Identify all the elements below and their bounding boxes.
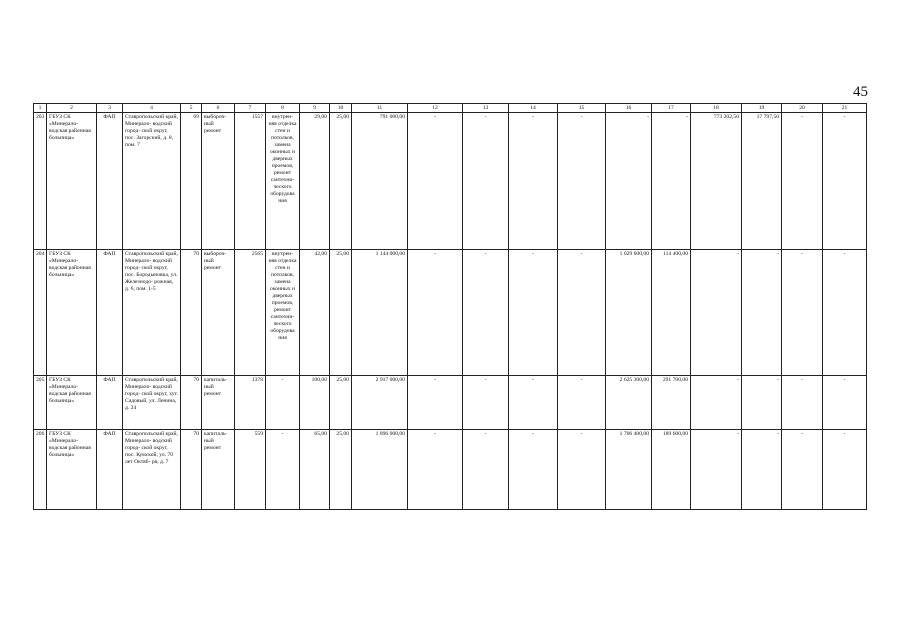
table-cell-col-21: -	[823, 376, 867, 430]
column-number: 10	[330, 104, 352, 113]
table-cell-col-7: 1378	[235, 376, 266, 430]
column-number: 3	[97, 104, 123, 113]
table-cell-col-15: -	[558, 113, 606, 250]
table-cell-col-17: 291 700,00	[652, 376, 691, 430]
table-cell-col-3: ФАП	[97, 430, 123, 510]
column-number: 7	[235, 104, 266, 113]
table-cell-col-21: -	[823, 430, 867, 510]
column-number: 13	[463, 104, 509, 113]
table-cell-col-17: -	[652, 113, 691, 250]
table-cell-col-5: 70	[181, 430, 202, 510]
table-cell-col-1: 206	[34, 430, 47, 510]
table-cell-col-1: 203	[34, 113, 47, 250]
table-cell-col-14: -	[509, 376, 558, 430]
table-cell-col-7: 2565	[235, 250, 266, 376]
table-cell-col-4: Ставропольский край, Минерало- водский город- ской округ, пос. Загорский, д. 8, пом. 7	[123, 113, 181, 250]
table-cell-col-9: 65,00	[300, 430, 330, 510]
table-cell-col-12: -	[408, 376, 463, 430]
table-cell-col-2: ГБУЗ СК «Минерало- водская районная больница»	[47, 250, 97, 376]
column-number: 9	[300, 104, 330, 113]
table-cell-col-17: 114 400,00	[652, 250, 691, 376]
table-cell-col-3: ФАП	[97, 113, 123, 250]
table-cell-col-2: ГБУЗ СК «Минерало- водская районная больница»	[47, 376, 97, 430]
table-cell-col-20: -	[782, 113, 823, 250]
table-cell-col-15: -	[558, 430, 606, 510]
column-number-row	[34, 104, 867, 113]
table-cell-col-14: -	[509, 430, 558, 510]
table-cell-col-14: -	[509, 250, 558, 376]
table-cell-col-7: 559	[235, 430, 266, 510]
table-cell-col-6: капиталь- ный ремонт	[202, 430, 235, 510]
table-cell-col-18: -	[691, 250, 742, 376]
column-number: 2	[47, 104, 97, 113]
table-cell-col-8: -	[266, 376, 300, 430]
table-cell-col-8: -	[266, 430, 300, 510]
table-cell-col-21: -	[823, 113, 867, 250]
table-cell-col-10: 25,00	[330, 376, 352, 430]
table-cell-col-15: -	[558, 376, 606, 430]
objects-table	[33, 103, 867, 510]
table-cell-col-16: -	[606, 113, 652, 250]
table-cell-col-8: внутрен- няя отделка стен и потолков, замена оконных и дверных проемов, ремонт сантехни- ческого оборудова ния	[266, 250, 300, 376]
table-cell-col-7: 1557	[235, 113, 266, 250]
page-number: 45	[853, 84, 868, 100]
table-cell-col-18: -	[691, 430, 742, 510]
table-cell-col-11: 791 000,00	[352, 113, 408, 250]
table-cell-col-1: 204	[34, 250, 47, 376]
table-cell-col-9: 29,00	[300, 113, 330, 250]
table-cell-col-11: 2 917 000,00	[352, 376, 408, 430]
table-cell-col-13: -	[463, 113, 509, 250]
column-number: 4	[123, 104, 181, 113]
table-cell-col-21: -	[823, 250, 867, 376]
table-cell-col-14: -	[509, 113, 558, 250]
table-cell-col-4: Ставропольский край, Минерало- водский город- ской округ, пос. Бородыновка, ул. Железнодо- рожная, д. 6, пом. 1-5	[123, 250, 181, 376]
column-number: 15	[558, 104, 606, 113]
column-number: 21	[823, 104, 867, 113]
column-number: 8	[266, 104, 300, 113]
table-cell-col-5: 70	[181, 250, 202, 376]
table-cell-col-20: -	[782, 430, 823, 510]
table-row	[34, 250, 867, 376]
column-number: 5	[181, 104, 202, 113]
table-cell-col-5: 70	[181, 376, 202, 430]
column-number: 18	[691, 104, 742, 113]
table-cell-col-19: -	[742, 250, 782, 376]
table-cell-col-2: ГБУЗ СК «Минерало- водская районная больница»	[47, 430, 97, 510]
table-cell-col-6: выбороч- ный ремонт	[202, 113, 235, 250]
table-cell-col-10: 25,00	[330, 430, 352, 510]
table-cell-col-11: 1 144 000,00	[352, 250, 408, 376]
table-cell-col-9: 42,00	[300, 250, 330, 376]
table-cell-col-4: Ставропольский край, Минерало- водский город- ской округ, пос. Кумской, ул. 70 лет Октяб- ря, д. 7	[123, 430, 181, 510]
column-number: 16	[606, 104, 652, 113]
table-cell-col-10: 25,00	[330, 250, 352, 376]
column-number: 1	[34, 104, 47, 113]
table-row	[34, 376, 867, 430]
table-cell-col-17: 189 600,00	[652, 430, 691, 510]
table-cell-col-3: ФАП	[97, 376, 123, 430]
column-number: 17	[652, 104, 691, 113]
table-cell-col-11: 1 896 000,00	[352, 430, 408, 510]
table-cell-col-9: 100,00	[300, 376, 330, 430]
table-row	[34, 113, 867, 250]
column-number: 14	[509, 104, 558, 113]
table-cell-col-13: -	[463, 376, 509, 430]
table-cell-col-5: 69	[181, 113, 202, 250]
table-row	[34, 430, 867, 510]
table-cell-col-18: -	[691, 376, 742, 430]
table-cell-col-6: выбороч- ный ремонт	[202, 250, 235, 376]
table-cell-col-15: -	[558, 250, 606, 376]
table-cell-col-18: 773 202,50	[691, 113, 742, 250]
table-cell-col-6: капиталь- ный ремонт	[202, 376, 235, 430]
table-cell-col-19: -	[742, 430, 782, 510]
table-cell-col-19: 17 797,50	[742, 113, 782, 250]
column-number: 12	[408, 104, 463, 113]
table-cell-col-16: 1 706 400,00	[606, 430, 652, 510]
table-cell-col-16: 1 029 600,00	[606, 250, 652, 376]
column-number: 19	[742, 104, 782, 113]
column-number: 20	[782, 104, 823, 113]
table-cell-col-4: Ставропольский край, Минерало- водский город- ской округ, хут. Садовый, ул. Ленина, д. 24	[123, 376, 181, 430]
table-cell-col-19: -	[742, 376, 782, 430]
table-cell-col-1: 205	[34, 376, 47, 430]
table-cell-col-3: ФАП	[97, 250, 123, 376]
table-cell-col-12: -	[408, 113, 463, 250]
table-cell-col-12: -	[408, 250, 463, 376]
table-cell-col-20: -	[782, 250, 823, 376]
table-cell-col-10: 25,00	[330, 113, 352, 250]
table-cell-col-20: -	[782, 376, 823, 430]
column-number: 11	[352, 104, 408, 113]
table-cell-col-2: ГБУЗ СК «Минерало- водская районная больница»	[47, 113, 97, 250]
table-cell-col-16: 2 625 300,00	[606, 376, 652, 430]
column-number: 6	[202, 104, 235, 113]
table-cell-col-8: внутрен- няя отделка стен и потолков, замена оконных и дверных проемов, ремонт сантехни- ческого оборудова ния	[266, 113, 300, 250]
table-cell-col-13: -	[463, 250, 509, 376]
table-cell-col-12: -	[408, 430, 463, 510]
table-cell-col-13: -	[463, 430, 509, 510]
